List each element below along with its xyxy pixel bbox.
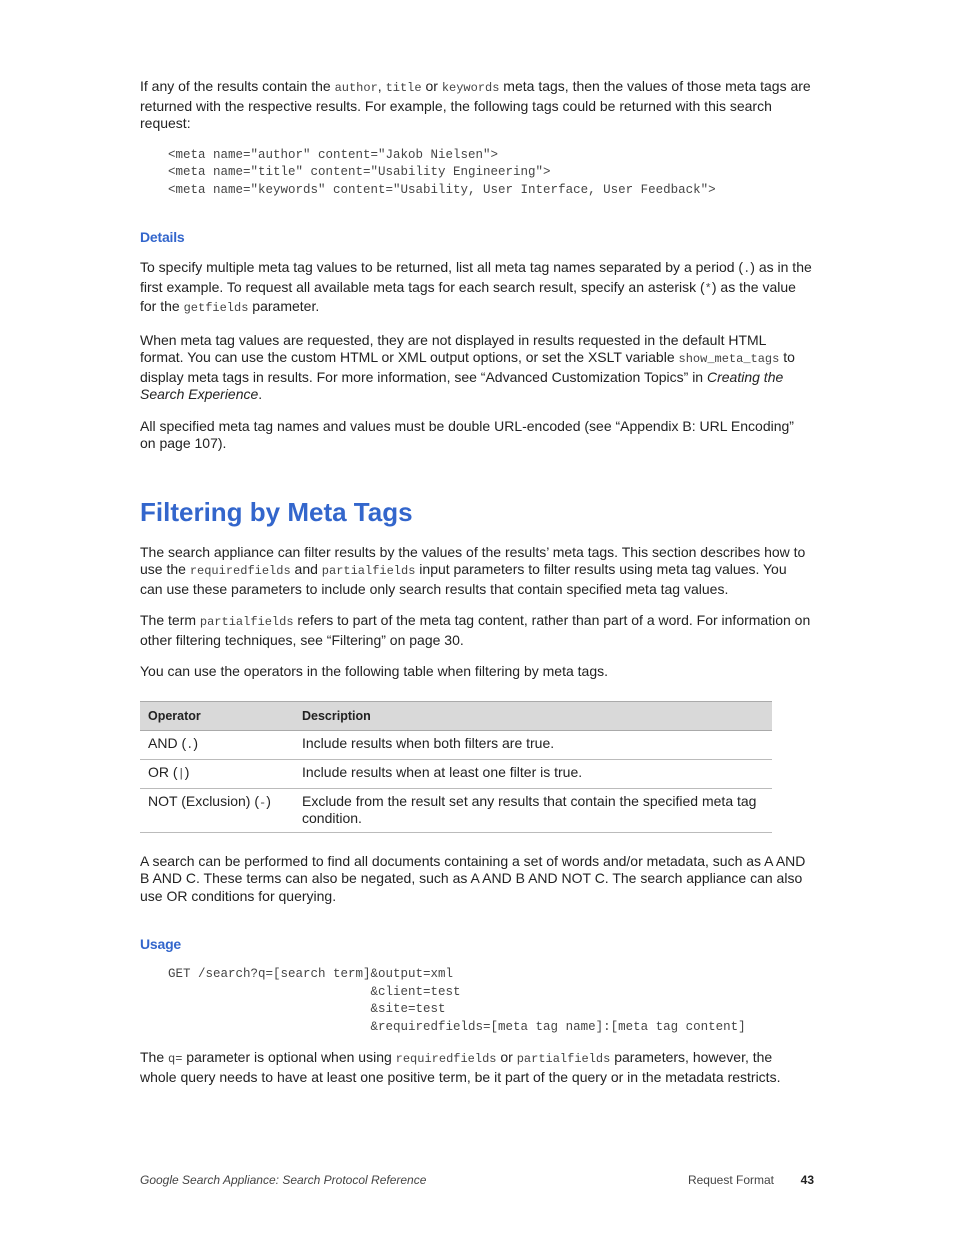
code-keywords: keywords	[441, 81, 500, 95]
text: or	[421, 78, 442, 94]
table-row	[140, 759, 772, 788]
text: or	[496, 1049, 517, 1065]
operator-symbol: -	[258, 795, 267, 810]
text: The term	[140, 612, 200, 628]
code-q: q=	[168, 1052, 183, 1066]
page-content	[140, 78, 812, 1086]
code-line: <meta name="author" content="Jakob Nielsen">	[168, 147, 499, 162]
usage-heading: Usage	[140, 936, 182, 952]
header-description: Description	[294, 701, 772, 730]
section-paragraph-3: You can use the operators in the following table when filtering by meta tags.	[140, 663, 608, 679]
book-title: Creating the Search Experience	[140, 368, 784, 402]
after-table-paragraph: A search can be performed to find all documents containing a set of words and/or metadata, such as A AND B AND C. These terms can also be negated, such as A AND B AND NOT C. The search appliance can also use OR conditions for querying.	[140, 852, 806, 904]
text: refers to part of the meta tag content, rather than part of a word. For information on other filtering techniques, see “Filtering” on page 30.	[140, 612, 811, 648]
operator-cell	[140, 759, 294, 788]
code-line: <meta name="title" content="Usability Engineering">	[168, 165, 551, 179]
operator-symbol: |	[177, 766, 185, 781]
details-heading: Details	[140, 229, 185, 245]
code-line: &requiredfields=[meta tag name]:[meta tag content]	[168, 1019, 746, 1034]
text: When meta tag values are requested, they are not displayed in results requested in the default HTML format. You can use the custom HTML or XML output options, or set the XSLT variable	[140, 331, 766, 365]
text: and	[290, 561, 322, 577]
code-show-meta-tags: show_meta_tags	[678, 352, 780, 366]
details-paragraph-1	[140, 259, 812, 318]
text: If any of the results contain the	[140, 78, 335, 94]
code-partialfields: partialfields	[321, 564, 416, 578]
text: ) as the value for the	[140, 278, 796, 314]
text: )	[193, 734, 198, 751]
meta-code-block	[168, 147, 812, 200]
code-period: .	[743, 262, 751, 276]
code-line: <meta name="keywords" content="Usability, User Interface, User Feedback">	[168, 182, 716, 197]
footer-doc-title: Google Search Appliance: Search Protocol Reference	[140, 1173, 427, 1187]
text: meta tags, then the values of those meta tags are returned with the respective results. For example, the following tags could be returned with this search request:	[140, 78, 811, 131]
code-getfields: getfields	[183, 301, 249, 315]
text: The	[140, 1049, 169, 1065]
table-row	[140, 788, 772, 832]
operator-symbol: .	[186, 737, 194, 752]
code-requiredfields: requiredfields	[395, 1052, 497, 1066]
description-cell: Exclude from the result set any results that contain the specified meta tag condition.	[294, 788, 772, 832]
code-partialfields: partialfields	[516, 1052, 611, 1066]
text: to display meta tags in results. For more information, see “Advanced Customization Topics” in	[140, 349, 795, 385]
code-asterisk: *	[704, 281, 712, 296]
usage-paragraph	[140, 1049, 812, 1086]
code-line: &client=test	[168, 984, 461, 999]
section-paragraph-2	[140, 612, 812, 649]
operators-table	[140, 701, 772, 833]
text: The search appliance can filter results by the values of the results’ meta tags. This section describes how to use the	[140, 543, 806, 577]
description-cell: Include results when at least one filter is true.	[294, 759, 772, 788]
text: To specify multiple meta tag values to be returned, list all meta tag names separated by a period (	[140, 259, 744, 275]
description-cell: Include results when both filters are true.	[294, 730, 772, 759]
text: parameters, however, the whole query needs to have at least one positive term, be it part of the query or in the metadata restricts.	[140, 1049, 781, 1085]
text: .	[258, 386, 263, 402]
table-row	[140, 730, 772, 759]
details-paragraph-3: All specified meta tag names and values must be double URL-encoded (see “Appendix B: URL Encoding” on page 107).	[140, 417, 794, 451]
table-header-row	[140, 701, 772, 730]
code-author: author	[334, 81, 378, 95]
section-heading: Filtering by Meta Tags	[140, 496, 413, 527]
text: OR (	[148, 763, 178, 780]
code-line: GET /search?q=[search term]&output=xml	[168, 967, 454, 981]
intro-paragraph	[140, 78, 812, 133]
page-number: 43	[800, 1173, 814, 1187]
code-partialfields: partialfields	[199, 615, 294, 629]
text: AND (	[148, 734, 187, 751]
text: )	[266, 792, 271, 809]
text: )	[184, 763, 190, 780]
text: parameter.	[248, 298, 320, 314]
text: parameter is optional when using	[182, 1049, 396, 1065]
text: ,	[377, 78, 386, 94]
footer-section: Request Format	[687, 1173, 774, 1187]
operator-cell	[140, 730, 294, 759]
operator-cell	[140, 788, 294, 832]
text: NOT (Exclusion) (	[148, 792, 259, 809]
details-paragraph-2	[140, 332, 812, 404]
text: ) as in the first example. To request all available meta tags for each search result, specify an asterisk (	[140, 259, 812, 295]
header-operator: Operator	[140, 701, 294, 730]
code-title: title	[385, 81, 422, 95]
text: input parameters to filter results using meta tag values. You can use these parameters to include only search results that contain specified meta tag values.	[140, 561, 787, 597]
code-line: &site=test	[168, 1002, 446, 1016]
usage-code-block	[168, 966, 812, 1036]
section-paragraph-1	[140, 544, 812, 599]
code-requiredfields: requiredfields	[189, 564, 291, 578]
